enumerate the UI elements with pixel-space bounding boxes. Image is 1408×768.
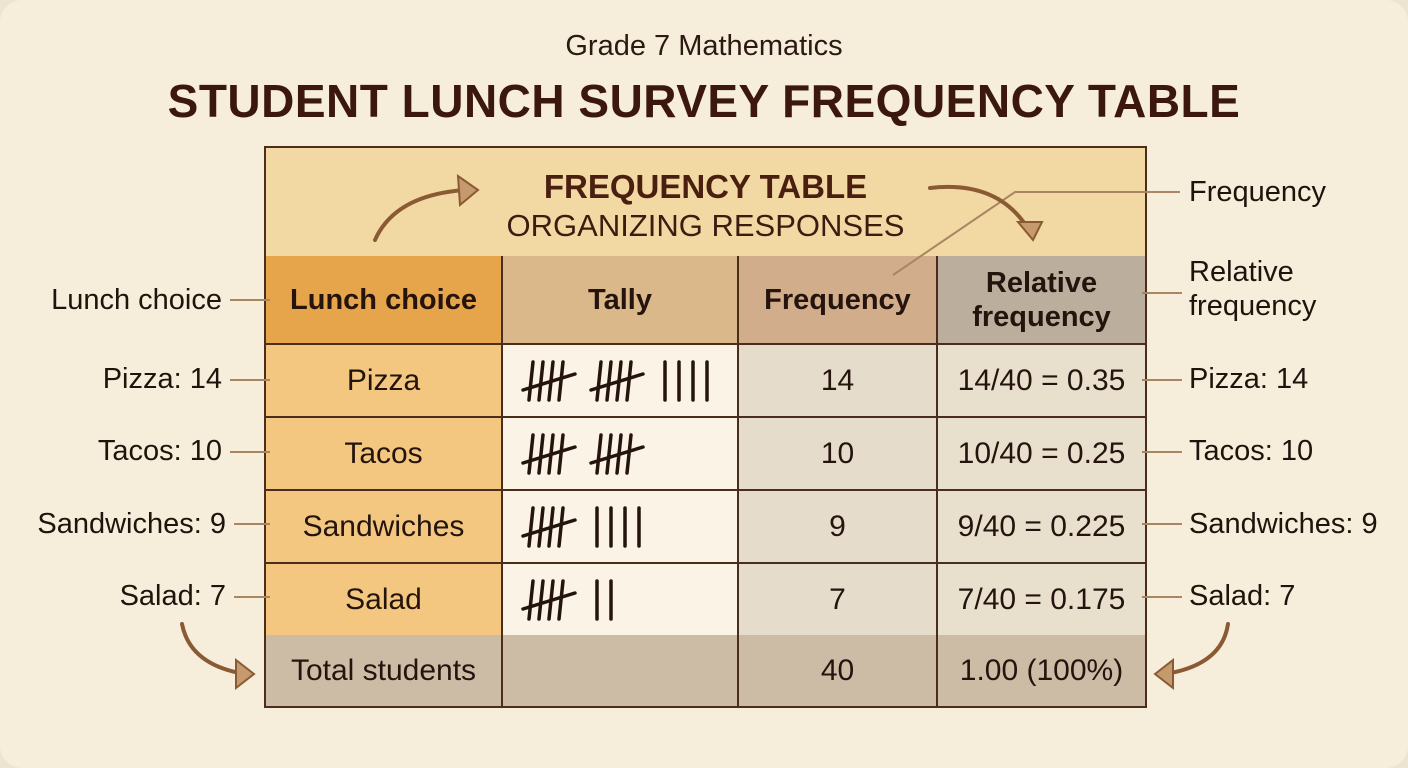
tally-cell [503, 345, 739, 418]
arrowhead-icon [236, 660, 254, 688]
tally-stroke [529, 508, 533, 546]
right-label-row: Salad: 7 [1189, 580, 1296, 612]
left-label-lunch-choice: Lunch choice [51, 284, 222, 316]
choice-cell: Tacos [266, 418, 503, 491]
tally-stroke [529, 581, 533, 619]
frequency-cell: 10 [739, 418, 938, 491]
tally-stroke [627, 435, 631, 473]
column-header-frequency: Frequency [739, 256, 938, 345]
tally-stroke [529, 362, 533, 400]
page-subtitle: Grade 7 Mathematics [565, 30, 843, 62]
tally-marks [519, 575, 729, 625]
tally-stroke [539, 508, 543, 546]
arrowhead-icon [1155, 660, 1173, 688]
column-header-lunch-choice: Lunch choice [266, 256, 503, 345]
tally-stroke [539, 435, 543, 473]
frequency-cell: 14 [739, 345, 938, 418]
curved-arrow-icon [182, 624, 245, 674]
relative-frequency-cell: 14/40 = 0.35 [938, 345, 1145, 418]
left-label-row: Tacos: 10 [97, 435, 222, 467]
relative-frequency-cell: 7/40 = 0.175 [938, 564, 1145, 637]
table-banner [266, 148, 1145, 258]
right-label-relative-line2: frequency [1189, 290, 1317, 322]
relative-frequency-cell: 9/40 = 0.225 [938, 491, 1145, 564]
tally-stroke [559, 435, 563, 473]
total-frequency-cell: 40 [739, 635, 938, 706]
tally-stroke [627, 362, 631, 400]
tally-stroke [597, 362, 601, 400]
tally-stroke [559, 581, 563, 619]
tally-stroke [559, 362, 563, 400]
choice-cell: Salad [266, 564, 503, 637]
tally-cell [503, 491, 739, 564]
frequency-cell: 7 [739, 564, 938, 637]
left-label-row: Pizza: 14 [102, 363, 222, 395]
curved-arrow-icon [1165, 624, 1228, 674]
banner-title: FREQUENCY TABLE [543, 168, 868, 205]
tally-stroke [607, 435, 611, 473]
relative-frequency-cell: 10/40 = 0.25 [938, 418, 1145, 491]
left-label-row: Sandwiches: 9 [37, 508, 226, 540]
right-label-row: Sandwiches: 9 [1189, 508, 1378, 540]
page-title: STUDENT LUNCH SURVEY FREQUENCY TABLE [167, 75, 1241, 127]
tally-marks [519, 429, 729, 479]
column-header-tally: Tally [503, 256, 739, 345]
tally-stroke [539, 581, 543, 619]
tally-stroke [597, 435, 601, 473]
tally-cell [503, 564, 739, 637]
choice-cell: Sandwiches [266, 491, 503, 564]
banner-subtitle: ORGANIZING RESPONSES [506, 208, 905, 243]
choice-cell: Pizza [266, 345, 503, 418]
right-label-row: Tacos: 10 [1189, 435, 1314, 467]
tally-stroke [539, 362, 543, 400]
tally-stroke [607, 362, 611, 400]
left-label-row: Salad: 7 [119, 580, 226, 612]
frequency-table [264, 146, 1147, 708]
right-label-relative-line1: Relative [1189, 256, 1294, 288]
total-relative-cell: 1.00 (100%) [938, 635, 1145, 706]
tally-marks [519, 356, 729, 406]
tally-stroke [529, 435, 533, 473]
right-label-row: Pizza: 14 [1189, 363, 1309, 395]
tally-stroke [559, 508, 563, 546]
right-label-relative-frequency [1189, 255, 1316, 323]
frequency-cell: 9 [739, 491, 938, 564]
tally-marks [519, 502, 729, 552]
total-tally-cell [503, 635, 739, 706]
right-label-frequency: Frequency [1189, 176, 1327, 208]
total-label-cell: Total students [266, 635, 503, 706]
tally-cell [503, 418, 739, 491]
column-header-relative-frequency: Relative frequency [938, 256, 1145, 345]
